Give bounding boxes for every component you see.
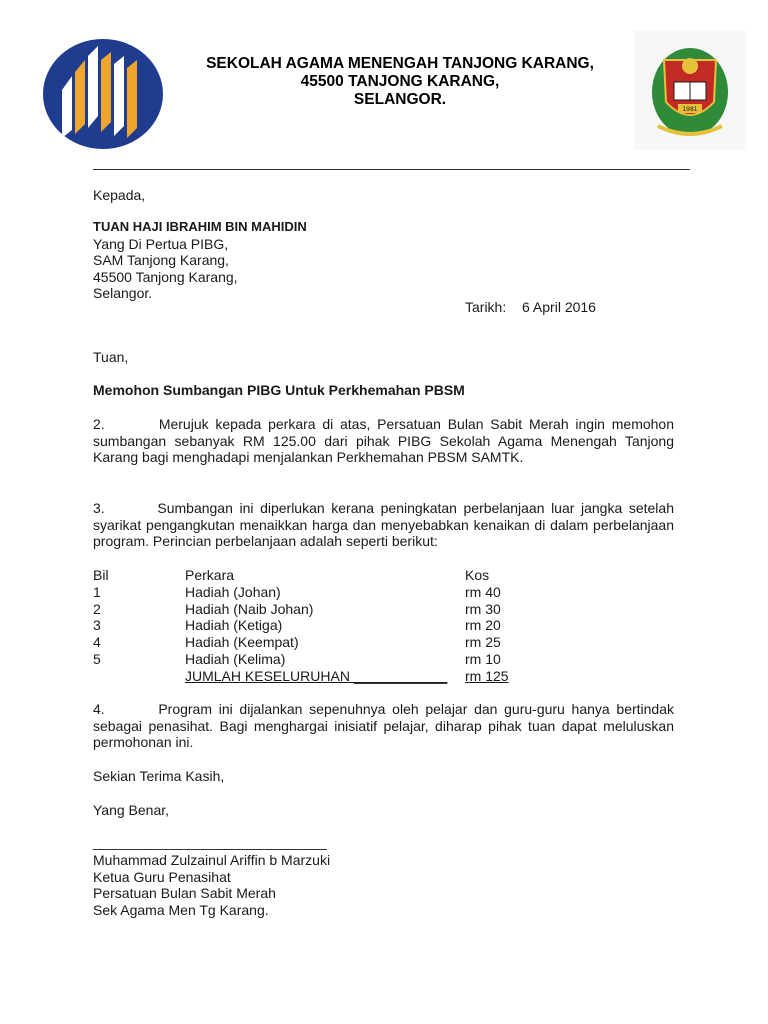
greeting: Tuan,	[93, 349, 129, 365]
table-row	[93, 617, 613, 634]
school-state: SELANGOR.	[353, 91, 447, 108]
school-crest-icon	[634, 30, 746, 150]
school-name: SEKOLAH AGAMA MENENGAH TANJONG KARANG,	[206, 55, 594, 72]
header-bil: Bil	[93, 567, 109, 583]
paragraph-2: 2. Merujuk kepada perkara di atas, Persatuan Bulan Sabit Merah ingin memohon sumbangan sebanyak RM 125.00 dari pihak PIBG Sekolah Agama Menengah Tanjong Karang bagi menghadapi menjalankan Perkhemahan PBSM SAMTK.	[93, 416, 674, 465]
row-bil: 5	[93, 650, 101, 667]
table-row	[93, 634, 613, 651]
recipient-line: Selangor.	[93, 285, 153, 301]
expense-table	[93, 567, 613, 685]
row-perkara: Hadiah (Ketiga)	[185, 617, 283, 634]
total-kos: rm 125	[465, 667, 509, 684]
recipient-line: SAM Tanjong Karang,	[93, 252, 229, 268]
row-bil: 4	[93, 634, 101, 651]
row-kos: rm 20	[465, 617, 501, 634]
recipient-line: 45500 Tanjong Karang,	[93, 268, 238, 285]
table-row	[93, 601, 613, 618]
recipient-name: TUAN HAJI IBRAHIM BIN MAHIDIN	[93, 219, 307, 234]
table-header	[93, 567, 613, 584]
row-perkara: Hadiah (Johan)	[185, 583, 281, 600]
signer-title: Persatuan Bulan Sabit Merah	[93, 885, 276, 901]
signer-title: Ketua Guru Penasihat	[93, 868, 231, 885]
row-kos: rm 40	[465, 583, 501, 600]
closing-yours: Yang Benar,	[93, 802, 170, 818]
row-perkara: Hadiah (Kelima)	[185, 650, 286, 667]
signer-name: Muhammad Zulzainul Ariffin b Marzuki	[93, 852, 331, 868]
school-letterhead	[160, 55, 640, 109]
total-label: JUMLAH KESELURUHAN ____________	[185, 667, 448, 684]
date-label: Tarikh:	[465, 299, 507, 315]
recipient-to: Kepada,	[93, 187, 146, 203]
header-divider	[93, 169, 690, 170]
crest-year: 1981	[682, 106, 698, 113]
header-kos: Kos	[465, 567, 490, 583]
table-row	[93, 651, 613, 668]
school-postcode-town: 45500 TANJONG KARANG,	[300, 73, 500, 90]
table-total-row	[93, 668, 613, 685]
row-perkara: Hadiah (Naib Johan)	[185, 600, 314, 617]
signer-title: Sek Agama Men Tg Karang.	[93, 901, 269, 918]
row-bil: 1	[93, 583, 101, 600]
row-perkara: Hadiah (Keempat)	[185, 634, 299, 651]
row-kos: rm 30	[465, 600, 501, 617]
table-row	[93, 584, 613, 601]
paragraph-4: 4. Program ini dijalankan sepenuhnya oleh pelajar dan guru-guru hanya bertindak sebagai penasihat. Bagi menghargai inisiatif pelajar, diharap pihak tuan dapat meluluskan permohonan ini.	[93, 701, 674, 750]
row-kos: rm 25	[465, 634, 501, 651]
date-value: 6 April 2016	[522, 299, 596, 315]
paragraph-3: 3. Sumbangan ini diperlukan kerana peningkatan perbelanjaan luar jangka setelah syarikat pengangkutan menaikkan harga dan menyebabkan kenaikan di dalam perbelanjaan program. Perincian perbelanjaan adalah seperti berikut:	[93, 500, 674, 549]
letter-subject: Memohon Sumbangan PIBG Untuk Perkhemahan PBSM	[93, 382, 465, 398]
closing-thanks: Sekian Terima Kasih,	[93, 768, 225, 784]
row-bil: 3	[93, 617, 101, 634]
recipient-block	[93, 219, 307, 302]
row-bil: 2	[93, 600, 101, 617]
recipient-line: Yang Di Pertua PIBG,	[93, 235, 229, 252]
striped-circle-logo-icon	[42, 38, 164, 150]
date-line	[465, 299, 596, 316]
signer-block	[93, 852, 330, 918]
row-kos: rm 10	[465, 650, 501, 667]
header-perkara: Perkara	[185, 567, 235, 583]
signature-line: ________________________________	[93, 834, 327, 850]
